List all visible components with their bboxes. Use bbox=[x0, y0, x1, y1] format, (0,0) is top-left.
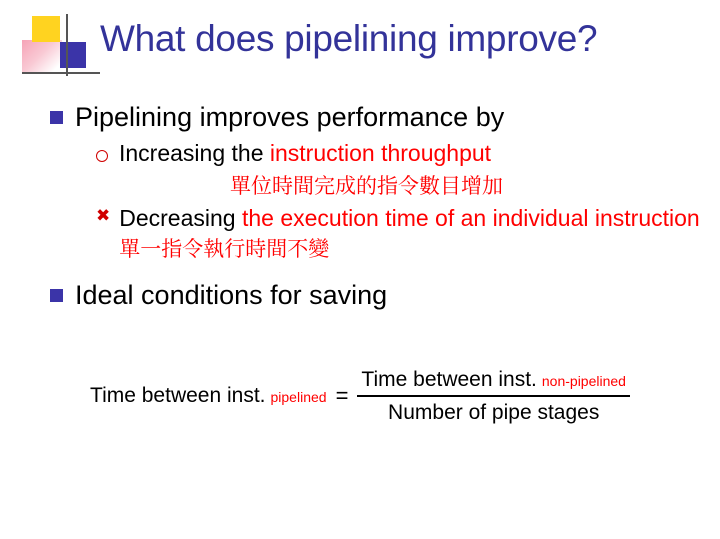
logo-blue-square bbox=[60, 42, 86, 68]
bullet-text: Pipelining improves performance by bbox=[75, 102, 505, 132]
slide-body bbox=[40, 100, 700, 315]
formula-numerator bbox=[357, 368, 630, 395]
logo-pink-gradient bbox=[22, 40, 62, 74]
formula-lhs-subscript: pipelined bbox=[270, 389, 327, 406]
formula-equals-sign: = bbox=[335, 383, 349, 409]
bullet-text bbox=[119, 139, 491, 169]
bullet-text-plain: Increasing the bbox=[119, 139, 270, 166]
bullet-text-highlight: the execution time of an individual instruction bbox=[241, 205, 700, 232]
bullet-item-4 bbox=[40, 278, 700, 313]
spacer bbox=[40, 264, 700, 278]
bullet-text-plain: Decreasing bbox=[119, 205, 242, 232]
formula-fraction bbox=[357, 368, 630, 425]
circle-bullet-icon bbox=[96, 150, 108, 162]
logo-vertical-line bbox=[66, 14, 68, 76]
logo-yellow-square bbox=[32, 16, 60, 42]
formula-lhs-text: Time between inst. bbox=[90, 384, 266, 408]
cjk-annotation-1: 單位時間完成的指令數目增加 bbox=[230, 174, 503, 199]
formula-left-side bbox=[90, 384, 327, 408]
square-bullet-icon bbox=[50, 289, 63, 302]
formula-denominator: Number of pipe stages bbox=[388, 400, 600, 424]
bullet-item-3 bbox=[96, 204, 700, 264]
bullet-text bbox=[119, 204, 700, 264]
formula-block bbox=[0, 368, 720, 425]
formula-numerator-subscript: non-pipelined bbox=[541, 373, 626, 389]
bullet-text: Ideal conditions for saving bbox=[75, 280, 388, 311]
decorative-logo-mark bbox=[22, 14, 102, 86]
logo-horizontal-line bbox=[22, 72, 100, 74]
cross-bullet-icon: ✖ bbox=[96, 206, 111, 226]
formula-numerator-text: Time between inst. bbox=[361, 368, 537, 391]
cjk-annotation-2: 單一指令執行時間不變 bbox=[119, 237, 330, 262]
square-bullet-icon bbox=[50, 111, 63, 124]
bullet-text-highlight: instruction throughput bbox=[269, 139, 492, 166]
bullet-item-1 bbox=[40, 100, 700, 135]
slide-title: What does pipelining improve? bbox=[100, 18, 598, 59]
bullet-item-2 bbox=[96, 139, 700, 169]
